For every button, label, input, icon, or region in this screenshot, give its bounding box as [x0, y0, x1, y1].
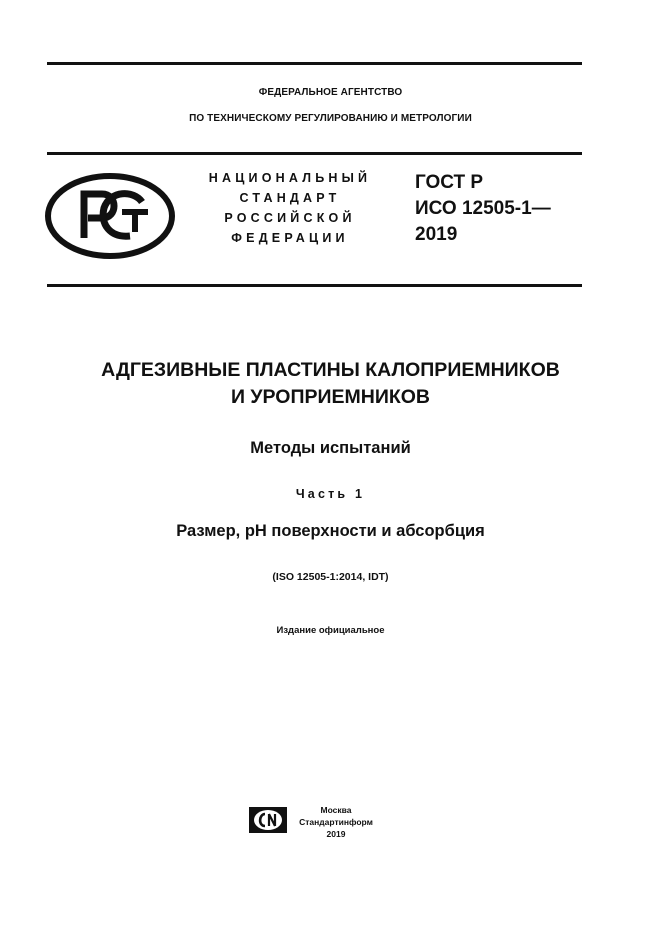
designation-line-1: ГОСТ Р — [415, 172, 484, 193]
part-title: Размер, pH поверхности и абсорбция — [176, 522, 485, 540]
standartinform-logo-icon — [247, 804, 289, 836]
standard-type-line-4: ФЕДЕРАЦИИ — [231, 231, 349, 245]
document-subtitle: Методы испытаний — [250, 439, 411, 457]
iso-reference: (ISO 12505-1:2014, IDT) — [272, 571, 389, 583]
publisher-year: 2019 — [326, 829, 346, 839]
top-rule — [47, 62, 582, 65]
standard-type-line-3: РОССИЙСКОЙ — [224, 211, 356, 225]
agency-line-2: ПО ТЕХНИЧЕСКОМУ РЕГУЛИРОВАНИЮ И МЕТРОЛОГИИ — [189, 113, 472, 124]
publisher-block — [296, 804, 376, 840]
designation-line-2: ИСО 12505-1— — [415, 198, 551, 219]
rst-gost-r-logo-icon — [44, 172, 176, 260]
part-number: Часть 1 — [295, 487, 366, 501]
edition-note: Издание официальное — [276, 625, 385, 636]
designation-rule — [47, 284, 582, 287]
document-title-line-2: И УРОПРИЕМНИКОВ — [230, 386, 431, 408]
publisher-name: Стандартинформ — [299, 817, 373, 827]
document-title-line-1: АДГЕЗИВНЫЕ ПЛАСТИНЫ КАЛОПРИЕМНИКОВ — [101, 359, 560, 381]
header-rule — [47, 152, 582, 155]
designation-line-3: 2019 — [415, 224, 458, 245]
agency-line-1: ФЕДЕРАЛЬНОЕ АГЕНТСТВО — [258, 87, 403, 98]
standard-type-line-1: НАЦИОНАЛЬНЫЙ — [208, 171, 372, 185]
standard-type-line-2: СТАНДАРТ — [239, 191, 341, 205]
publisher-city: Москва — [320, 805, 352, 815]
